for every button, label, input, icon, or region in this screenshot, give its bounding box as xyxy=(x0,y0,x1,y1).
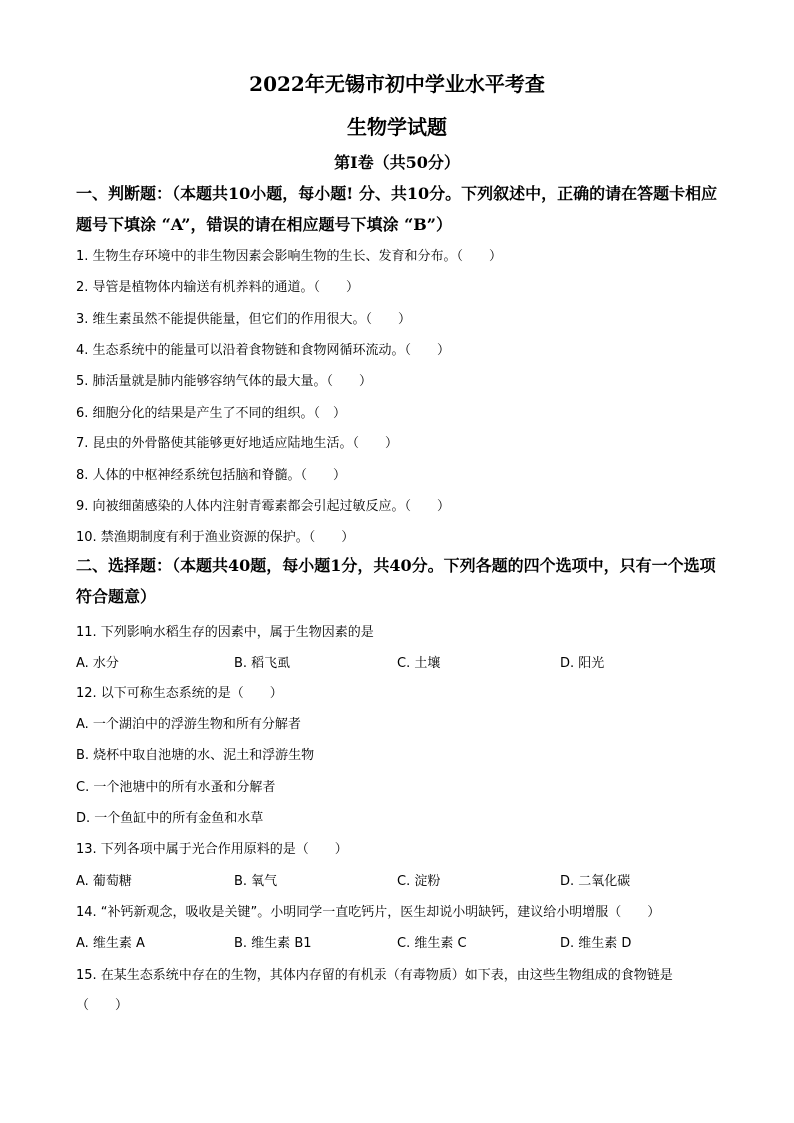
question-3: 3. 维生素虽然不能提供能量，但它们的作用很大。（ ） xyxy=(76,312,412,327)
exam-subtitle: 生物学试题 xyxy=(347,115,447,139)
q14-option-c: C. 维生素 C xyxy=(397,936,467,951)
question-14: 14. “补钙新观念，吸收是关键”。小明同学一直吃钙片，医生却说小明缺钙，建议给小明增服（ ） xyxy=(76,905,661,920)
question-6: 6. 细胞分化的结果是产生了不同的组织。（ ） xyxy=(76,406,347,421)
q12-option-c: C. 一个池塘中的所有水蚤和分解者 xyxy=(76,780,276,795)
section2-heading: 二、选择题：（本题共40题，每小题1分，共40分。下列各题的四个选项中，只有一个选项符合题意） xyxy=(76,556,716,606)
q14-option-b: B. 维生素 B1 xyxy=(234,936,312,951)
q11-option-d: D. 阳光 xyxy=(560,656,605,671)
volume-label: 第Ⅰ卷（共50分） xyxy=(334,153,460,172)
question-10: 10. 禁渔期制度有利于渔业资源的保护。（ ） xyxy=(76,530,355,545)
q12-option-b: B. 烧杯中取自池塘的水、泥土和浮游生物 xyxy=(76,748,315,763)
q13-option-c: C. 淀粉 xyxy=(397,874,441,889)
question-15-bracket: （ ） xyxy=(76,998,129,1013)
q12-option-a: A. 一个湖泊中的浮游生物和所有分解者 xyxy=(76,717,301,732)
question-12: 12. 以下可称生态系统的是（ ） xyxy=(76,686,283,701)
q14-option-d: D. 维生素 D xyxy=(560,936,632,951)
question-4: 4. 生态系统中的能量可以沿着食物链和食物网循环流动。（ ） xyxy=(76,343,451,358)
q13-option-a: A. 葡萄糖 xyxy=(76,874,132,889)
q11-option-a: A. 水分 xyxy=(76,656,119,671)
question-9: 9. 向被细菌感染的人体内注射青霉素都会引起过敏反应。（ ） xyxy=(76,499,451,514)
exam-title: 2022年无锡市初中学业水平考查 xyxy=(249,72,545,96)
section1-heading: 一、判断题：（本题共10小题，每小题! 分、共10分。下列叙述中，正确的请在答题卡相应题号下填涂 “A”，错误的请在相应题号下填涂 “B”） xyxy=(76,184,718,234)
q11-option-c: C. 土壤 xyxy=(397,656,441,671)
question-13: 13. 下列各项中属于光合作用原料的是（ ） xyxy=(76,842,348,857)
question-7: 7. 昆虫的外骨骼使其能够更好地适应陆地生活。（ ） xyxy=(76,436,399,451)
q14-option-a: A. 维生素 A xyxy=(76,936,145,951)
question-1: 1. 生物生存环境中的非生物因素会影响生物的生长、发育和分布。（ ） xyxy=(76,249,503,264)
q13-option-d: D. 二氧化碳 xyxy=(560,874,631,889)
question-2: 2. 导管是植物体内输送有机养料的通道。（ ） xyxy=(76,280,360,295)
question-11: 11. 下列影响水稻生存的因素中，属于生物因素的是 xyxy=(76,625,374,640)
question-15: 15. 在某生态系统中存在的生物，其体内存留的有机汞（有毒物质）如下表，由这些生物组成的食物链是 xyxy=(76,968,673,983)
question-5: 5. 肺活量就是肺内能够容纳气体的最大量。（ ） xyxy=(76,374,373,389)
q13-option-b: B. 氧气 xyxy=(234,874,278,889)
q12-option-d: D. 一个鱼缸中的所有金鱼和水草 xyxy=(76,811,264,826)
question-8: 8. 人体的中枢神经系统包括脑和脊髓。（ ） xyxy=(76,468,347,483)
q11-option-b: B. 稻飞虱 xyxy=(234,656,291,671)
